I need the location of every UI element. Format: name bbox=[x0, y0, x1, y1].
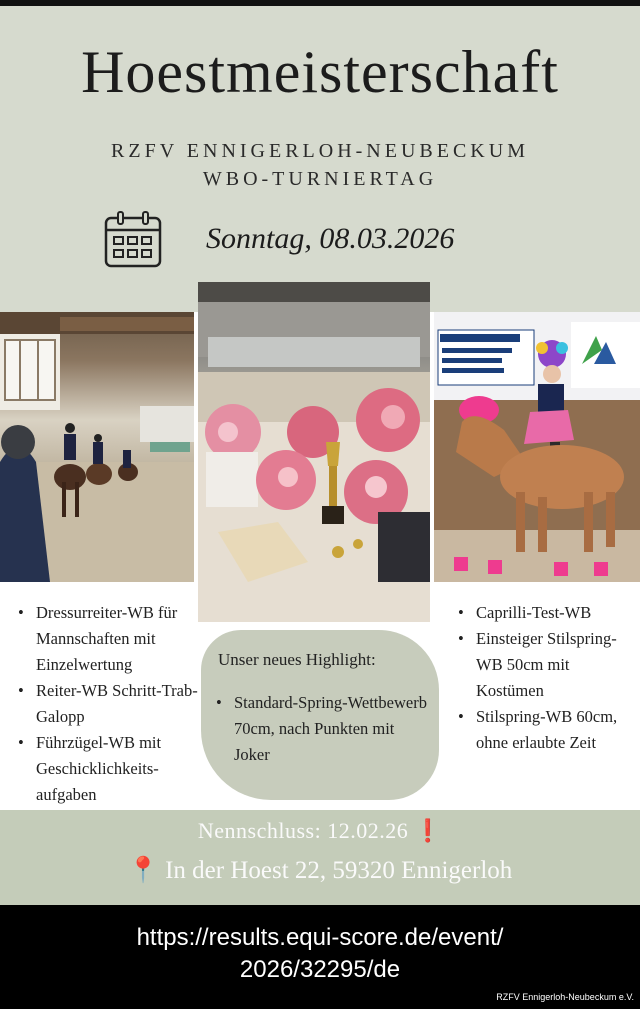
exclamation-icon: ❗ bbox=[414, 818, 443, 843]
top-bar bbox=[0, 0, 640, 6]
list-item: • Reiter-WB Schritt-Trab-Galopp bbox=[18, 678, 198, 730]
trophy-photo bbox=[198, 282, 430, 622]
list-item: • Standard-Spring-Wettbewerb 70cm, nach Punkten mit Joker bbox=[216, 690, 431, 768]
list-item: • Caprilli-Test-WB bbox=[458, 600, 633, 626]
poster-title: Hoestmeisterschaft bbox=[81, 39, 559, 105]
results-url[interactable] bbox=[0, 922, 640, 986]
list-item: • Stilspring-WB 60cm, ohne erlaubte Zeit bbox=[458, 704, 633, 756]
left-competition-list bbox=[18, 600, 198, 808]
dressage-photo bbox=[0, 312, 194, 582]
costume-pony-photo bbox=[434, 312, 640, 582]
address-text: In der Hoest 22, 59320 Ennigerloh bbox=[165, 857, 513, 884]
url-line-2: 2026/32295/de bbox=[239, 956, 401, 983]
list-item: • Dressurreiter-WB für Mannschaften mit Einzelwertung bbox=[18, 600, 198, 678]
highlight-list bbox=[216, 690, 431, 768]
deadline-text: Nennschluss: 12.02.26 bbox=[197, 818, 409, 843]
event-date: Sonntag, 08.03.2026 bbox=[206, 222, 455, 255]
venue-address bbox=[0, 856, 640, 885]
list-item: • Einsteiger Stilspring-WB 50cm mit Kostümen bbox=[458, 626, 633, 704]
highlight-heading: Unser neues Highlight: bbox=[218, 650, 376, 669]
url-line-1: https://results.equi-score.de/event/ bbox=[136, 924, 504, 951]
list-item: • Führzügel-WB mit Geschicklichkeits-aufgaben bbox=[18, 730, 198, 808]
event-type: WBO-TURNIERTAG bbox=[202, 168, 438, 190]
location-pin-icon: 📍 bbox=[127, 857, 159, 884]
right-competition-list bbox=[458, 600, 633, 756]
registration-deadline bbox=[0, 818, 640, 844]
credit-caption: RZFV Ennigerloh-Neubeckum e.V. bbox=[496, 992, 634, 1002]
club-name: RZFV ENNIGERLOH-NEUBECKUM bbox=[111, 140, 529, 162]
calendar-icon bbox=[104, 210, 162, 268]
